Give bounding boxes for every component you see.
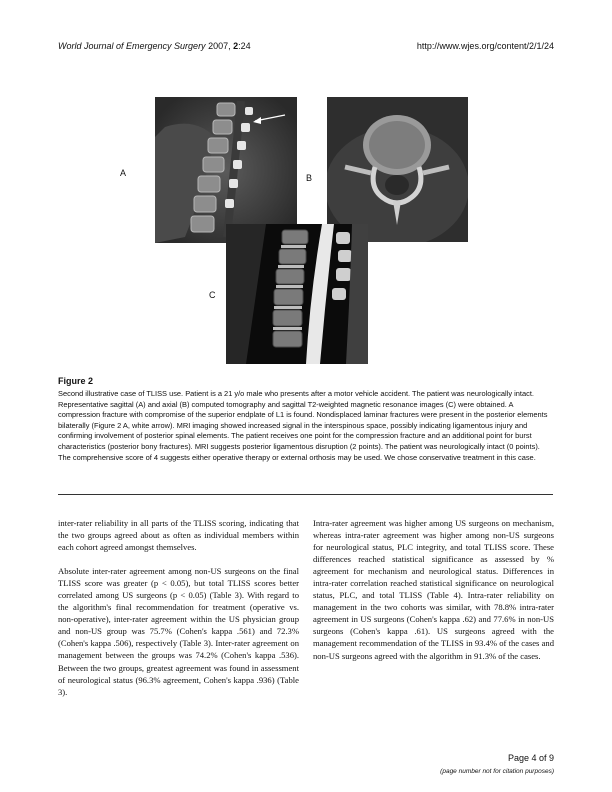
figure-caption: Second illustrative case of TLISS use. Patient is a 21 y/o male who presents after a motor vehicle accident. The patient was neurologically intact. Representative sagittal (A) and axial (B) computed tomography and sagittal T2-weighted magnetic resonance images (C) were obtained. A compression fracture with compromise of the superior endplate of L1 is found. Nondisplaced laminar fractures were present in the posterior elements bilaterally (Figure 2 A, white arrow). MRI imaging showed increased signal in the interspinous space, possibly indicating ligamentous injury and confirming involvement of posterior spinal elements. The patient receives one point for the compression fracture and an additional point for burst characteristics (posterior bony fractures). MRI suggests posterior ligamentous disruption (2 points). The patient was neurologically intact (0 points). The comprehensive score of 4 suggests either operative therapy or external orthosis may be used. We chose conservative treatment in this case. [58,389,548,462]
running-header-citation [58,41,251,51]
paragraph: inter-rater reliability in all parts of the TLISS scoring, indicating that the two groups agreed about as often as individual members within each cohort agreed amongst themselves. [58,518,299,553]
page-number-note: (page number not for citation purposes) [440,768,554,775]
journal-issue: :24 [238,41,251,51]
journal-name: World Journal of Emergency Surgery [58,41,206,51]
axial-ct-image [327,97,468,242]
caption-divider [58,494,553,495]
sagittal-ct-image [155,97,297,243]
page-number: Page 4 of 9 [507,753,554,763]
sagittal-mri-image [226,224,368,364]
panel-label-a: A [120,168,127,178]
panel-label-c: C [209,290,216,300]
journal-year: 2007, [205,41,234,51]
figure-title: Figure 2 [58,376,94,386]
panel-label-b: B [306,173,313,183]
paragraph: Absolute inter-rater agreement among non-US surgeons on the final TLISS score was greater (p < 0.05), but total TLISS scores better correlated among US surgeons (p < 0.05) (Table 3). With regard to the algorithm's final recommendation for treatment (operative vs. non-operative), inter-rater agreement within the US physician group and non-US group was 75.7% (Cohen's kappa .561) and 72.3% (Cohen's kappa .506), respectively (Table 3). Inter-rater agreement on management between the groups was 74.2% (Cohen's kappa .536). Between the two groups, greatest agreement was found in assessment of neurological status (96.3% agreement, Cohen's kappa .936) (Table 3). [58,566,299,697]
body-column-right [313,517,554,674]
journal-volume: 2 [233,41,239,51]
body-column-left [58,517,299,710]
running-header-url[interactable]: http://www.wjes.org/content/2/1/24 [416,41,554,51]
paragraph: Intra-rater agreement was higher among US surgeons on mechanism, whereas intra-rater agreement was higher among non-US surgeons for neurological status, PLC integrity, and total TLISS score. These differences reached statistical significance as assessed by % agreement for mechanism and neurological status. Differences in intra-rater correlation reached statistical significance on neurological status, PLC, and total TLISS (Table 4). Intra-rater reliability on management in the two cohorts was similar, with 78.8% intra-rater agreement in US surgeons (Cohen's kappa .62) and 77.6% in non-US surgeons (Cohen's kappa .61). US surgeons agreed with the management recommendation of the TLISS in 93.4% of the cases and non-US surgeons agreed with the algorithm in 91.3% of the cases. [313,518,554,661]
